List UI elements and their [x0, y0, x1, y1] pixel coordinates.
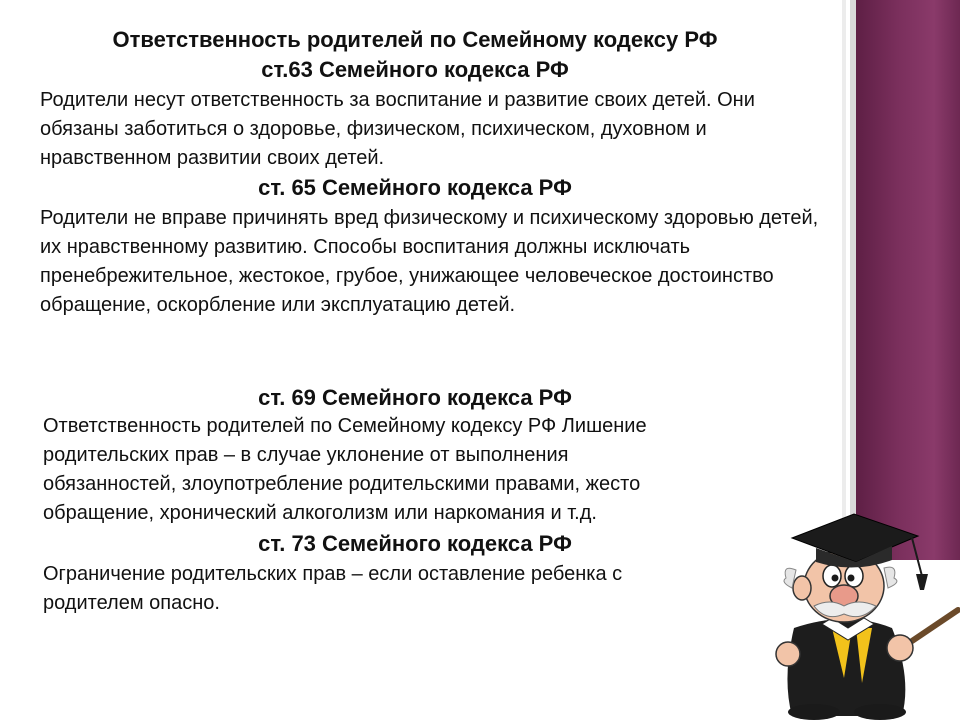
- section-text-63: Родители несут ответственность за воспитание и развитие своих детей. Они обязаны заботиться о здоровье, физическом, психическом, духовном и нравственном развитии своих детей.: [40, 89, 755, 169]
- section-text-69-line: Ответственность родителей по Семейному кодексу РФ Лишение: [43, 415, 647, 437]
- section-text-69-line: обращение, хронический алкоголизм или наркомания и т.д.: [43, 502, 597, 524]
- section-text-73: [43, 560, 763, 618]
- section-heading-63: ст.63 Семейного кодекса РФ: [261, 57, 569, 82]
- section-text-65: Родители не вправе причинять вред физическому и психическому здоровью детей, их нравственному развитию. Способы воспитания должны исключать пренебрежительное, жестокое, грубое, унижающее человеческое достоинство обращение, оскорбление или эксплуатацию детей.: [40, 207, 819, 316]
- section-heading-65: ст. 65 Семейного кодекса РФ: [258, 175, 572, 200]
- section-text-69-line: обязанностей, злоупотребление родительскими правами, жесто: [43, 473, 641, 495]
- section-heading-73: ст. 73 Семейного кодекса РФ: [258, 531, 572, 556]
- accent-bar: [856, 0, 960, 560]
- section-text-69: [43, 412, 783, 528]
- section-text-69-line: родительских прав – в случае уклонение от выполнения: [43, 444, 569, 466]
- section-heading-69: ст. 69 Семейного кодекса РФ: [258, 385, 572, 410]
- professor-cartoon-icon: [752, 478, 960, 720]
- section-text-73-line: родителем опасно.: [43, 592, 220, 614]
- slide-title: Ответственность родителей по Семейному кодексу РФ: [112, 27, 718, 52]
- section-text-73-line: Ограничение родительских прав – если оставление ребенка с: [43, 563, 623, 585]
